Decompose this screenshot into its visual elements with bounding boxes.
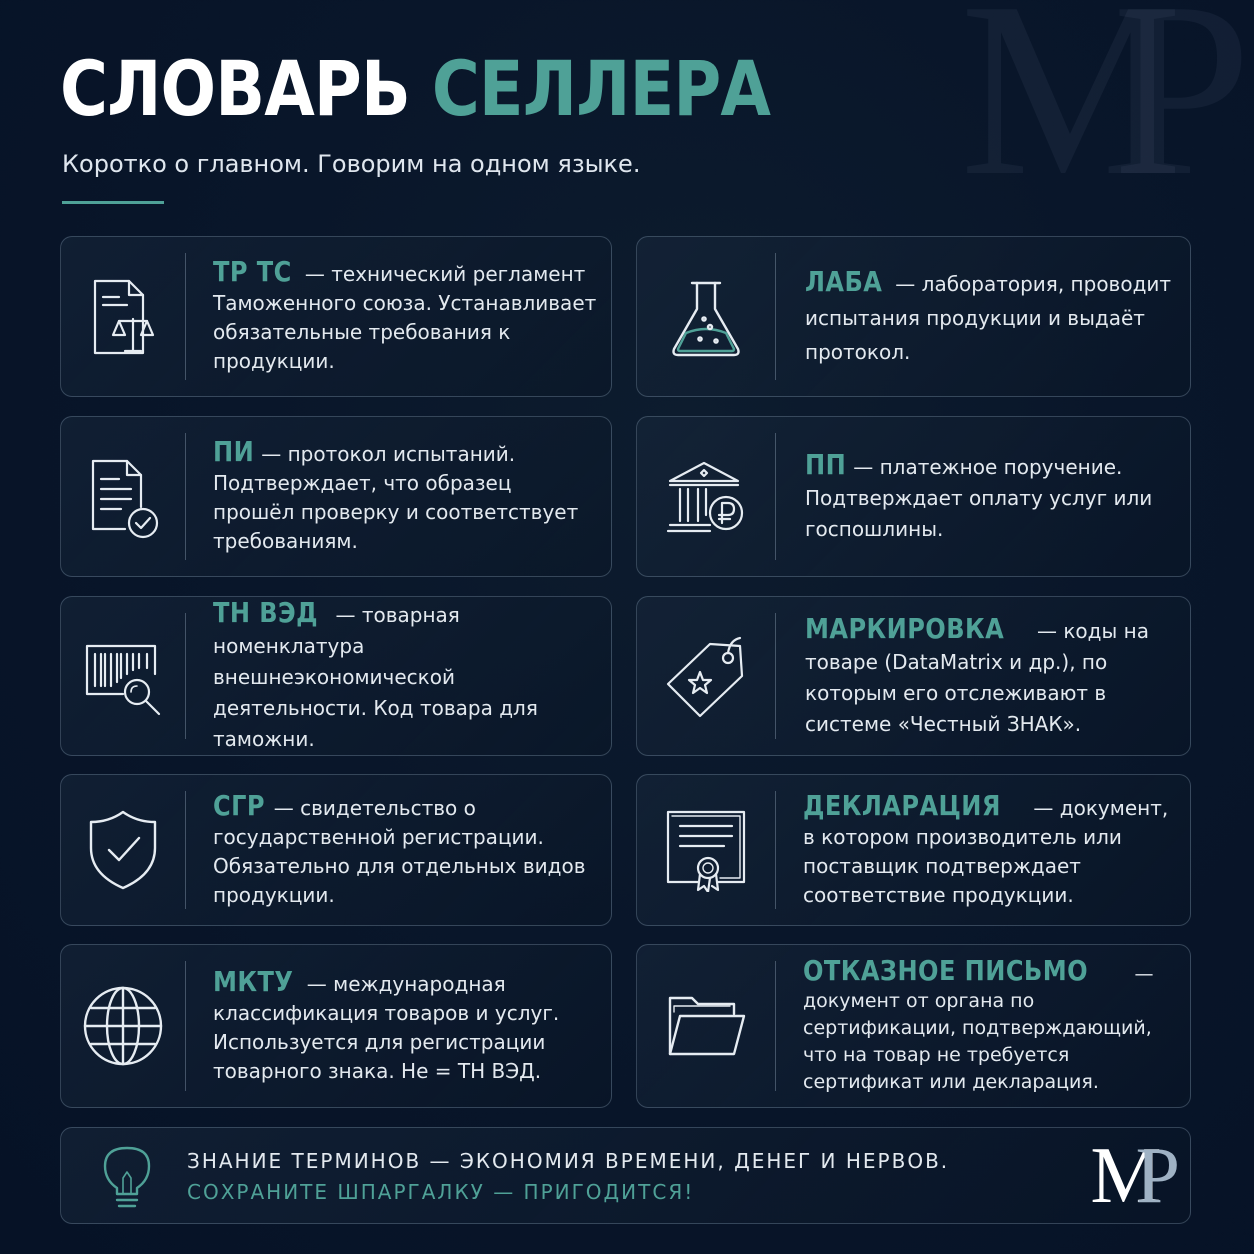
term-definition: — свидетельство о государственной регистрации. Обязательно для отдельных видов продукции. xyxy=(213,795,586,907)
title-word-1: СЛОВАРЬ xyxy=(60,44,410,133)
card-separator xyxy=(775,961,776,1091)
card-separator xyxy=(185,433,186,560)
card-separator xyxy=(775,253,776,380)
term-title: ТР ТС xyxy=(213,255,292,288)
term-definition: — лаборатория, проводит испытания продукции и выдаёт протокол. xyxy=(805,271,1172,364)
document-check-icon xyxy=(61,417,185,576)
term-card-laba xyxy=(636,236,1191,397)
document-scales-icon xyxy=(61,237,185,396)
page-title xyxy=(60,44,770,134)
term-title: СГР xyxy=(213,788,265,822)
term-title: МАРКИРОВКА xyxy=(805,611,1005,645)
term-title: ДЕКЛАРАЦИЯ xyxy=(803,788,1001,822)
term-card-otkaznoe-pismo xyxy=(636,944,1191,1108)
term-card-tr-ts xyxy=(60,236,612,397)
lightbulb-icon xyxy=(97,1142,157,1212)
card-separator xyxy=(775,791,776,909)
term-definition: — протокол испытаний. Подтверждает, что образец прошёл проверку и соответствует требованиям. xyxy=(213,442,579,553)
term-card-mktu xyxy=(60,944,612,1108)
card-separator xyxy=(185,253,186,380)
brand-logo: MP xyxy=(1090,1132,1154,1220)
tag-star-icon xyxy=(637,597,775,755)
term-definition: — коды на товаре (DataMatrix и др.), по которым его отслеживают в системе «Честный ЗНАК». xyxy=(805,618,1149,736)
accent-divider xyxy=(62,201,164,204)
card-separator xyxy=(185,791,186,909)
term-title: ОТКАЗНОЕ ПИСЬМО xyxy=(803,953,1088,987)
term-card-pp xyxy=(636,416,1191,577)
term-card-deklaratsiya xyxy=(636,774,1191,926)
term-title: ЛАБА xyxy=(805,264,883,298)
footer-line-2: СОХРАНИТЕ ШПАРГАЛКУ — ПРИГОДИТСЯ! xyxy=(187,1180,695,1204)
footer-banner xyxy=(60,1127,1191,1224)
term-definition: — товарная номенклатура внешнеэкономической деятельности. Код товара для таможни. xyxy=(213,603,538,751)
card-separator xyxy=(185,961,186,1091)
card-separator xyxy=(775,433,776,560)
term-card-pi xyxy=(60,416,612,577)
term-card-markirovka xyxy=(636,596,1191,756)
term-definition: — международная классификация товаров и услуг. Используется для регистрации товарного знака. Не = ТН ВЭД. xyxy=(213,971,560,1083)
brand-watermark: MP xyxy=(960,0,1182,228)
term-title: ПИ xyxy=(213,435,255,468)
globe-icon xyxy=(61,945,185,1107)
page-subtitle: Коротко о главном. Говорим на одном языке. xyxy=(62,150,641,178)
title-word-2: СЕЛЛЕРА xyxy=(431,44,771,133)
term-title: ПП xyxy=(805,447,847,481)
card-separator xyxy=(775,613,776,739)
barcode-search-icon xyxy=(61,597,185,755)
footer-line-1: ЗНАНИЕ ТЕРМИНОВ — ЭКОНОМИЯ ВРЕМЕНИ, ДЕНЕГ И НЕРВОВ. xyxy=(187,1149,950,1173)
certificate-icon xyxy=(637,775,775,925)
bank-ruble-icon xyxy=(637,417,775,576)
term-card-tn-ved xyxy=(60,596,612,756)
shield-check-icon xyxy=(61,775,185,925)
folder-icon xyxy=(637,945,775,1107)
term-card-sgr xyxy=(60,774,612,926)
term-title: ТН ВЭД xyxy=(213,596,319,629)
term-definition: — технический регламент Таможенного союза. Устанавливает обязательные требования к продукции. xyxy=(213,262,597,373)
term-definition: — платежное поручение. Подтверждает оплату услуг или госпошлины. xyxy=(805,454,1153,541)
term-definition: — документ от органа по сертификации, подтверждающий, что на товар не требуется сертификат или декларация. xyxy=(803,962,1154,1093)
term-title: МКТУ xyxy=(213,964,294,998)
term-definition: — документ, в котором производитель или поставщик подтверждает соответствие продукции. xyxy=(803,795,1169,907)
card-separator xyxy=(185,613,186,739)
flask-icon xyxy=(637,237,775,396)
